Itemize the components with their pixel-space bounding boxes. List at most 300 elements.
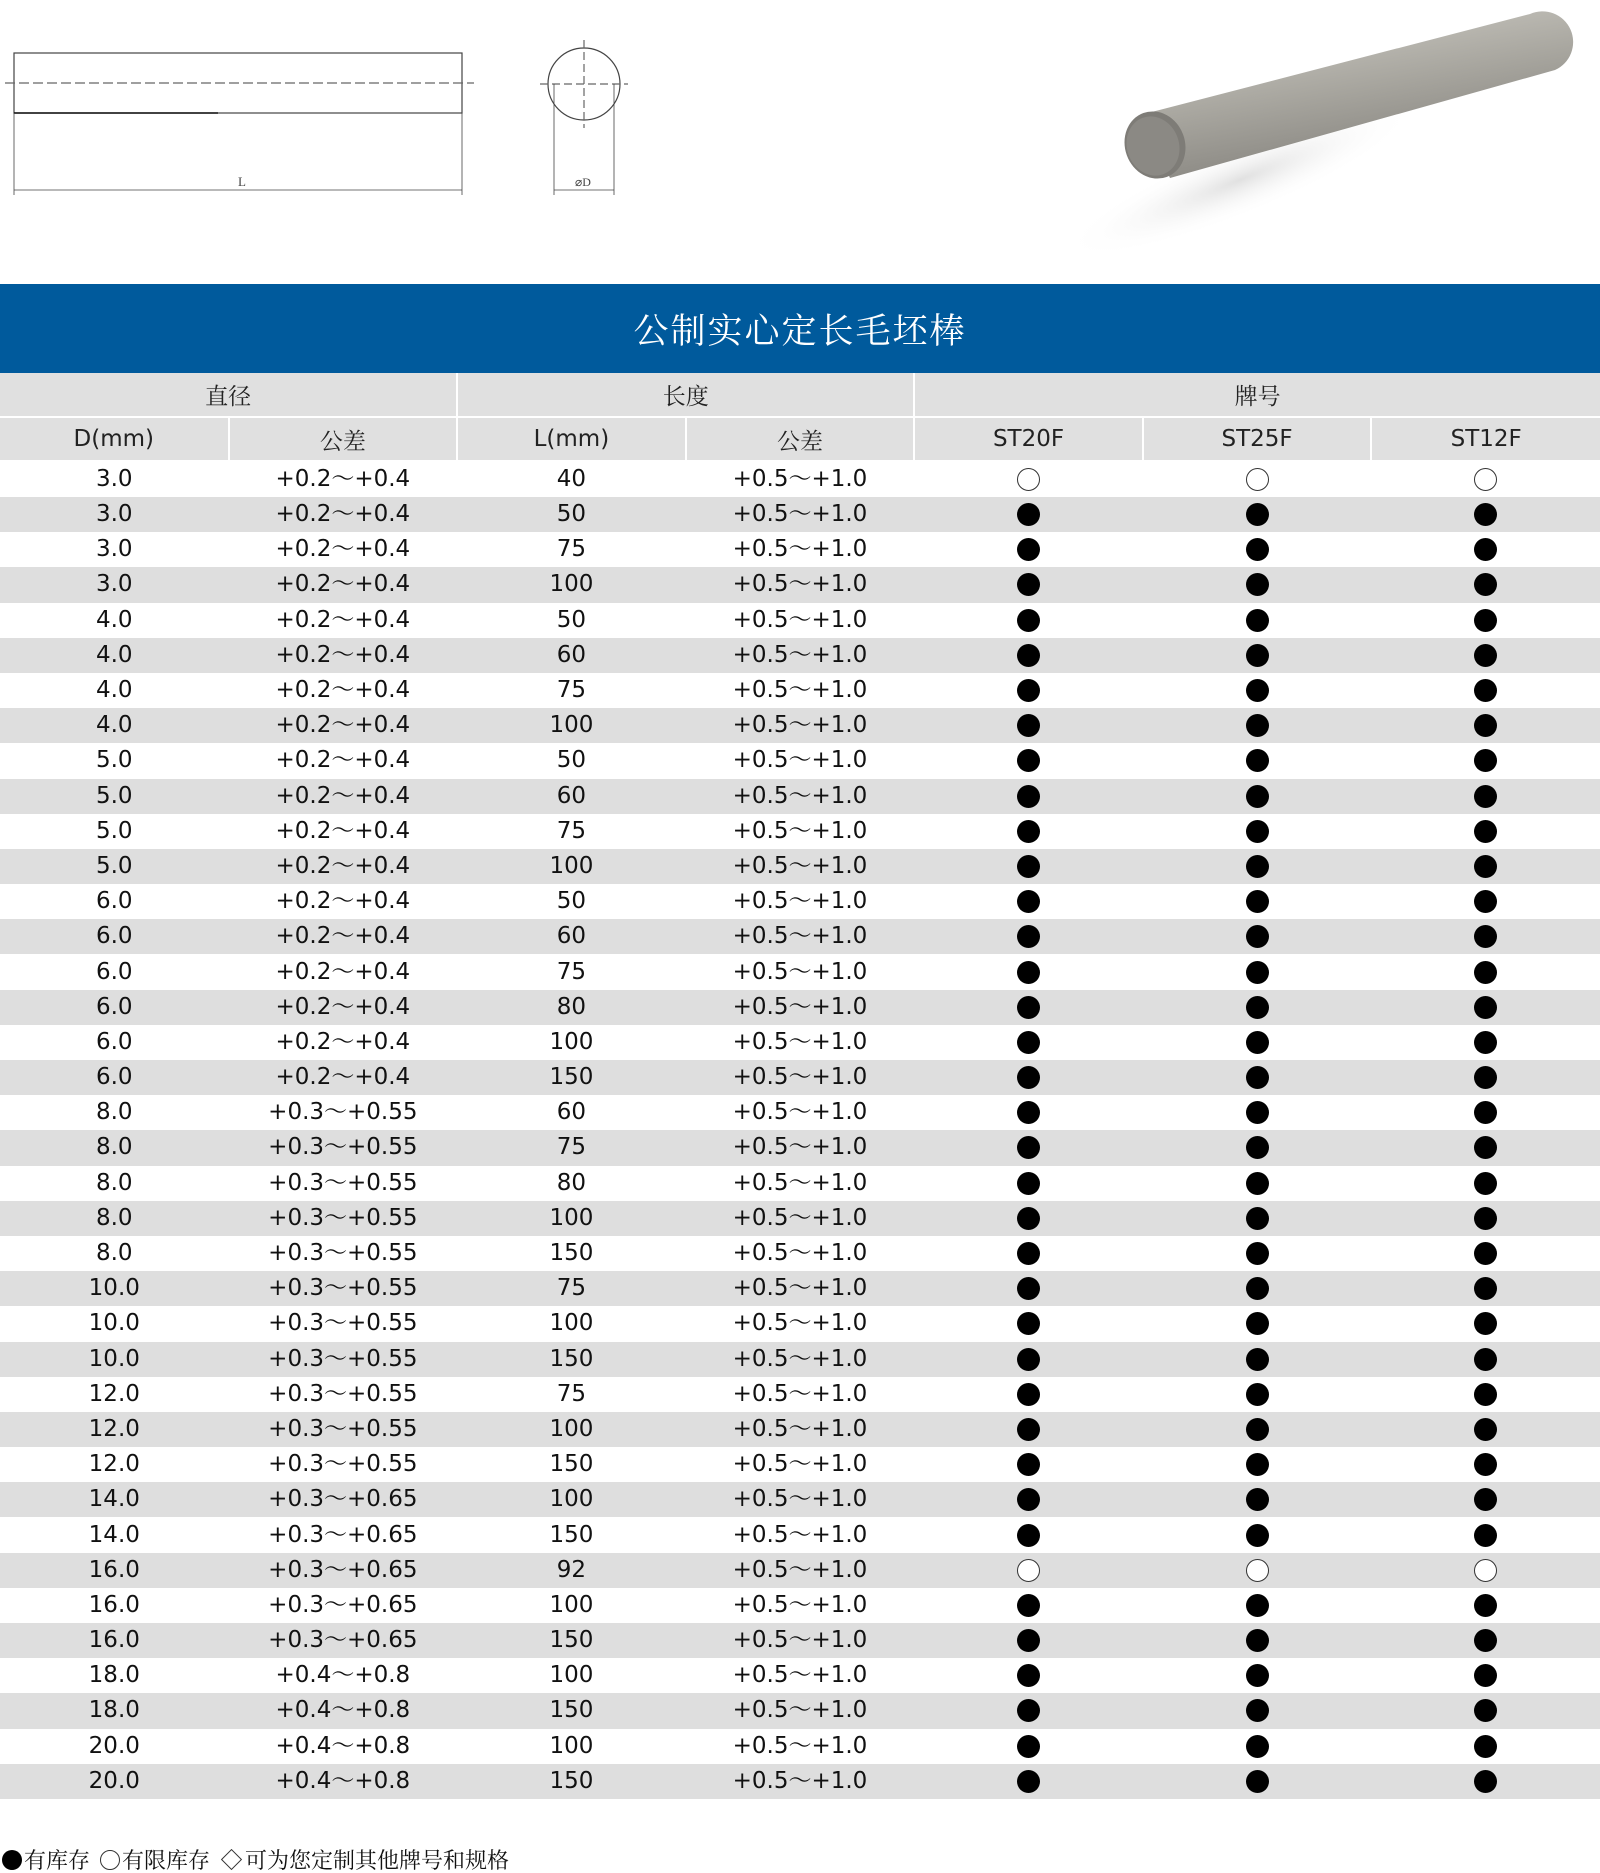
cell-st25f-availability	[1143, 884, 1372, 919]
cell-st20f-availability	[914, 954, 1143, 989]
cell-st20f-availability	[914, 1060, 1143, 1095]
table-row	[0, 1166, 1600, 1201]
cell-length-tolerance: +0.5～+1.0	[686, 673, 915, 708]
legend-custom-label: 可为您定制其他牌号和规格	[245, 1849, 510, 1873]
cell-length: 80	[457, 990, 686, 1025]
cell-st12f-availability	[1371, 1166, 1600, 1201]
cell-diameter: 20.0	[0, 1729, 229, 1764]
cell-st20f-availability	[914, 919, 1143, 954]
cell-st25f-availability	[1143, 990, 1372, 1025]
cell-length-tolerance: +0.5～+1.0	[686, 1623, 915, 1658]
cell-diameter: 12.0	[0, 1447, 229, 1482]
cell-length-tolerance: +0.5～+1.0	[686, 461, 915, 497]
filled-circle-icon	[1017, 714, 1040, 737]
cell-diameter: 10.0	[0, 1306, 229, 1341]
cell-length-tolerance: +0.5～+1.0	[686, 919, 915, 954]
filled-circle-icon	[1017, 785, 1040, 808]
cell-st25f-availability	[1143, 1447, 1372, 1482]
filled-circle-icon	[1017, 1031, 1040, 1054]
cell-st25f-availability	[1143, 1623, 1372, 1658]
filled-circle-icon	[1017, 1488, 1040, 1511]
cell-length-tolerance: +0.5～+1.0	[686, 1482, 915, 1517]
cell-length: 75	[457, 673, 686, 708]
cell-diameter: 10.0	[0, 1271, 229, 1306]
filled-circle-icon	[1017, 538, 1040, 561]
cell-st25f-availability	[1143, 1482, 1372, 1517]
filled-circle-icon	[1474, 1488, 1497, 1511]
filled-circle-icon	[1017, 855, 1040, 878]
filled-circle-icon	[1474, 714, 1497, 737]
cell-length-tolerance: +0.5～+1.0	[686, 1271, 915, 1306]
cell-length: 50	[457, 497, 686, 532]
cell-length-tolerance: +0.5～+1.0	[686, 1658, 915, 1693]
cell-diameter: 6.0	[0, 884, 229, 919]
cell-length: 60	[457, 1095, 686, 1130]
filled-circle-icon	[1017, 1277, 1040, 1300]
cell-diameter-tolerance: +0.3～+0.65	[229, 1588, 458, 1623]
table-rows	[0, 461, 1600, 1799]
cell-diameter: 12.0	[0, 1412, 229, 1447]
table-row	[0, 743, 1600, 778]
cell-length-tolerance: +0.5～+1.0	[686, 779, 915, 814]
filled-circle-icon	[1246, 1172, 1269, 1195]
cell-diameter-tolerance: +0.2～+0.4	[229, 814, 458, 849]
cell-length-tolerance: +0.5～+1.0	[686, 1412, 915, 1447]
cell-st12f-availability	[1371, 814, 1600, 849]
filled-circle-icon	[1474, 996, 1497, 1019]
cell-length: 75	[457, 954, 686, 989]
cell-diameter-tolerance: +0.3～+0.55	[229, 1342, 458, 1377]
cell-st20f-availability	[914, 1412, 1143, 1447]
cell-diameter-tolerance: +0.2～+0.4	[229, 884, 458, 919]
cell-st25f-availability	[1143, 1342, 1372, 1377]
cell-st12f-availability	[1371, 1553, 1600, 1588]
cell-st25f-availability	[1143, 497, 1372, 532]
legend-in-stock	[2, 1844, 90, 1873]
cell-st20f-availability	[914, 1623, 1143, 1658]
cell-st20f-availability	[914, 1025, 1143, 1060]
cell-st20f-availability	[914, 1764, 1143, 1799]
table-row	[0, 1342, 1600, 1377]
cell-st12f-availability	[1371, 638, 1600, 673]
cell-length: 60	[457, 779, 686, 814]
filled-circle-icon	[1017, 1242, 1040, 1265]
cell-diameter-tolerance: +0.2～+0.4	[229, 673, 458, 708]
filled-circle-icon	[1246, 1488, 1269, 1511]
cell-diameter: 8.0	[0, 1095, 229, 1130]
cell-diameter-tolerance: +0.2～+0.4	[229, 532, 458, 567]
cell-length: 100	[457, 708, 686, 743]
cell-st25f-availability	[1143, 1306, 1372, 1341]
filled-circle-icon	[1017, 1101, 1040, 1124]
cell-length: 92	[457, 1553, 686, 1588]
cell-diameter-tolerance: +0.2～+0.4	[229, 708, 458, 743]
cell-st20f-availability	[914, 532, 1143, 567]
filled-circle-icon	[1017, 1664, 1040, 1687]
cell-diameter-tolerance: +0.2～+0.4	[229, 954, 458, 989]
cell-diameter: 6.0	[0, 919, 229, 954]
cell-st25f-availability	[1143, 567, 1372, 602]
cell-length: 80	[457, 1166, 686, 1201]
diameter-label: ⌀D	[575, 175, 591, 189]
filled-circle-icon	[1017, 961, 1040, 984]
filled-circle-icon	[1017, 679, 1040, 702]
filled-circle-icon	[1017, 1524, 1040, 1547]
cell-diameter: 3.0	[0, 461, 229, 497]
table-row	[0, 1588, 1600, 1623]
cell-st20f-availability	[914, 1201, 1143, 1236]
cell-length-tolerance: +0.5～+1.0	[686, 1236, 915, 1271]
cell-st25f-availability	[1143, 1130, 1372, 1165]
cell-st12f-availability	[1371, 1271, 1600, 1306]
table-row	[0, 567, 1600, 602]
cell-st25f-availability	[1143, 1658, 1372, 1693]
cell-st12f-availability	[1371, 1729, 1600, 1764]
table-row	[0, 884, 1600, 919]
length-label: L	[238, 174, 246, 189]
hollow-circle-icon	[1017, 1559, 1040, 1582]
filled-circle-icon	[1474, 855, 1497, 878]
cell-diameter-tolerance: +0.2～+0.4	[229, 567, 458, 602]
table-row	[0, 1095, 1600, 1130]
cell-length: 75	[457, 532, 686, 567]
cell-st25f-availability	[1143, 1377, 1372, 1412]
cell-st20f-availability	[914, 1517, 1143, 1552]
cell-st12f-availability	[1371, 849, 1600, 884]
cell-st25f-availability	[1143, 1060, 1372, 1095]
filled-circle-icon	[1246, 1699, 1269, 1722]
cell-st20f-availability	[914, 567, 1143, 602]
cell-diameter: 16.0	[0, 1588, 229, 1623]
cell-length-tolerance: +0.5～+1.0	[686, 1764, 915, 1799]
cell-st25f-availability	[1143, 1729, 1372, 1764]
cell-length-tolerance: +0.5～+1.0	[686, 954, 915, 989]
cell-st20f-availability	[914, 1130, 1143, 1165]
filled-circle-icon	[1246, 573, 1269, 596]
filled-circle-icon	[1017, 503, 1040, 526]
cell-st20f-availability	[914, 1482, 1143, 1517]
filled-circle-icon	[1474, 1770, 1497, 1793]
cell-st20f-availability	[914, 497, 1143, 532]
cell-st12f-availability	[1371, 1447, 1600, 1482]
cell-st12f-availability	[1371, 919, 1600, 954]
cell-st20f-availability	[914, 849, 1143, 884]
cell-length: 60	[457, 638, 686, 673]
filled-circle-icon	[1474, 1453, 1497, 1476]
column-header-row	[0, 417, 1600, 461]
filled-circle-icon	[1246, 609, 1269, 632]
cell-length-tolerance: +0.5～+1.0	[686, 708, 915, 743]
filled-circle-icon	[1474, 925, 1497, 948]
cell-length: 75	[457, 1271, 686, 1306]
filled-circle-icon	[1017, 1418, 1040, 1441]
table-row	[0, 1412, 1600, 1447]
cell-st20f-availability	[914, 461, 1143, 497]
cell-st12f-availability	[1371, 532, 1600, 567]
filled-circle-icon	[1474, 1101, 1497, 1124]
cell-length-tolerance: +0.5～+1.0	[686, 1306, 915, 1341]
cell-st12f-availability	[1371, 1764, 1600, 1799]
spec-table	[0, 284, 1600, 1799]
filled-circle-icon	[1017, 1172, 1040, 1195]
hollow-circle-icon	[1474, 468, 1497, 491]
cell-diameter: 8.0	[0, 1166, 229, 1201]
cell-length: 100	[457, 849, 686, 884]
cell-diameter-tolerance: +0.4～+0.8	[229, 1729, 458, 1764]
cell-st25f-availability	[1143, 1236, 1372, 1271]
cell-length-tolerance: +0.5～+1.0	[686, 1588, 915, 1623]
table-row	[0, 1553, 1600, 1588]
cell-diameter: 3.0	[0, 532, 229, 567]
table-row	[0, 461, 1600, 497]
cell-st20f-availability	[914, 673, 1143, 708]
filled-circle-icon	[1474, 1066, 1497, 1089]
cell-diameter: 3.0	[0, 567, 229, 602]
filled-circle-icon	[1017, 890, 1040, 913]
filled-circle-icon	[1474, 1348, 1497, 1371]
cell-length: 150	[457, 1447, 686, 1482]
cell-st25f-availability	[1143, 849, 1372, 884]
cell-diameter: 8.0	[0, 1130, 229, 1165]
cell-st20f-availability	[914, 1271, 1143, 1306]
cell-st20f-availability	[914, 638, 1143, 673]
filled-circle-icon	[1246, 1031, 1269, 1054]
filled-circle-icon	[1246, 1629, 1269, 1652]
filled-circle-icon	[1246, 1348, 1269, 1371]
cell-length: 40	[457, 461, 686, 497]
filled-circle-icon	[1246, 925, 1269, 948]
filled-circle-icon	[1474, 573, 1497, 596]
cell-length: 150	[457, 1342, 686, 1377]
cell-diameter: 20.0	[0, 1764, 229, 1799]
table-row	[0, 954, 1600, 989]
cell-st20f-availability	[914, 1095, 1143, 1130]
cell-diameter: 5.0	[0, 814, 229, 849]
header-length-group: 长度	[457, 373, 914, 417]
hollow-diamond-icon	[221, 1849, 242, 1870]
cell-length-tolerance: +0.5～+1.0	[686, 532, 915, 567]
table-title: 公制实心定长毛坯棒	[0, 284, 1600, 373]
cell-diameter-tolerance: +0.2～+0.4	[229, 603, 458, 638]
cell-length-tolerance: +0.5～+1.0	[686, 1693, 915, 1728]
cell-st12f-availability	[1371, 1025, 1600, 1060]
table-row	[0, 1236, 1600, 1271]
filled-circle-icon	[1017, 1770, 1040, 1793]
cell-st12f-availability	[1371, 1517, 1600, 1552]
cell-length-tolerance: +0.5～+1.0	[686, 1517, 915, 1552]
filled-circle-icon	[1246, 1594, 1269, 1617]
cell-diameter-tolerance: +0.3～+0.55	[229, 1377, 458, 1412]
cell-diameter: 5.0	[0, 743, 229, 778]
cell-diameter: 8.0	[0, 1201, 229, 1236]
filled-circle-icon	[1017, 1066, 1040, 1089]
cell-st20f-availability	[914, 708, 1143, 743]
cell-st12f-availability	[1371, 673, 1600, 708]
table-row	[0, 1271, 1600, 1306]
cell-diameter-tolerance: +0.3～+0.55	[229, 1201, 458, 1236]
table-row	[0, 1025, 1600, 1060]
cell-length-tolerance: +0.5～+1.0	[686, 1025, 915, 1060]
cell-st12f-availability	[1371, 1623, 1600, 1658]
cell-st20f-availability	[914, 1693, 1143, 1728]
filled-circle-icon	[1474, 1594, 1497, 1617]
cell-length-tolerance: +0.5～+1.0	[686, 849, 915, 884]
cell-length: 100	[457, 1588, 686, 1623]
cell-st20f-availability	[914, 1553, 1143, 1588]
cell-st25f-availability	[1143, 638, 1372, 673]
cell-st25f-availability	[1143, 1166, 1372, 1201]
cell-diameter: 18.0	[0, 1658, 229, 1693]
cell-diameter: 4.0	[0, 708, 229, 743]
cell-length: 100	[457, 1482, 686, 1517]
cell-st25f-availability	[1143, 779, 1372, 814]
cell-diameter: 5.0	[0, 849, 229, 884]
cell-st25f-availability	[1143, 1764, 1372, 1799]
filled-circle-icon	[1246, 785, 1269, 808]
cell-st25f-availability	[1143, 673, 1372, 708]
cell-diameter-tolerance: +0.2～+0.4	[229, 461, 458, 497]
table-row	[0, 1658, 1600, 1693]
filled-circle-icon	[1474, 1172, 1497, 1195]
cell-diameter-tolerance: +0.3～+0.55	[229, 1306, 458, 1341]
cell-diameter-tolerance: +0.2～+0.4	[229, 497, 458, 532]
filled-circle-icon	[1017, 996, 1040, 1019]
legend	[2, 1844, 519, 1873]
table-row	[0, 1623, 1600, 1658]
filled-circle-icon	[1246, 1418, 1269, 1441]
filled-circle-icon	[1246, 1524, 1269, 1547]
cell-diameter-tolerance: +0.2～+0.4	[229, 1025, 458, 1060]
filled-circle-icon	[1246, 503, 1269, 526]
cell-diameter-tolerance: +0.2～+0.4	[229, 919, 458, 954]
table-title-row	[0, 284, 1600, 373]
cell-st12f-availability	[1371, 1130, 1600, 1165]
cell-st25f-availability	[1143, 708, 1372, 743]
table-row	[0, 1306, 1600, 1341]
cell-st20f-availability	[914, 884, 1143, 919]
cell-st12f-availability	[1371, 1412, 1600, 1447]
table-row	[0, 1377, 1600, 1412]
cell-diameter: 10.0	[0, 1342, 229, 1377]
filled-circle-icon	[1246, 679, 1269, 702]
filled-circle-icon	[1474, 503, 1497, 526]
cell-length: 150	[457, 1517, 686, 1552]
table-row	[0, 1130, 1600, 1165]
filled-circle-icon	[1474, 609, 1497, 632]
filled-circle-icon	[1246, 855, 1269, 878]
filled-circle-icon	[1474, 820, 1497, 843]
cell-diameter: 4.0	[0, 638, 229, 673]
cell-diameter-tolerance: +0.2～+0.4	[229, 1060, 458, 1095]
cell-st12f-availability	[1371, 567, 1600, 602]
cell-diameter-tolerance: +0.3～+0.55	[229, 1095, 458, 1130]
filled-circle-icon	[1017, 1453, 1040, 1476]
cell-st20f-availability	[914, 779, 1143, 814]
cell-length-tolerance: +0.5～+1.0	[686, 814, 915, 849]
cell-length: 100	[457, 1306, 686, 1341]
filled-circle-icon	[1246, 1207, 1269, 1230]
cell-length: 150	[457, 1623, 686, 1658]
cell-st25f-availability	[1143, 1553, 1372, 1588]
cell-length: 150	[457, 1236, 686, 1271]
cell-st25f-availability	[1143, 1517, 1372, 1552]
cell-st12f-availability	[1371, 1095, 1600, 1130]
cell-st12f-availability	[1371, 497, 1600, 532]
filled-circle-icon	[1474, 1699, 1497, 1722]
cell-length: 100	[457, 1412, 686, 1447]
cell-length-tolerance: +0.5～+1.0	[686, 638, 915, 673]
cell-st20f-availability	[914, 1658, 1143, 1693]
filled-circle-icon	[1474, 1242, 1497, 1265]
filled-circle-icon	[1246, 1066, 1269, 1089]
table-row	[0, 1693, 1600, 1728]
cell-length-tolerance: +0.5～+1.0	[686, 603, 915, 638]
table-row	[0, 1201, 1600, 1236]
cell-st25f-availability	[1143, 1693, 1372, 1728]
header-l-mm: L(mm)	[457, 417, 686, 461]
rod-product-image	[1030, 0, 1600, 250]
filled-circle-icon	[1474, 1629, 1497, 1652]
cell-diameter: 6.0	[0, 1025, 229, 1060]
cell-diameter: 5.0	[0, 779, 229, 814]
filled-circle-icon	[1246, 1735, 1269, 1758]
filled-circle-icon	[1017, 1348, 1040, 1371]
cell-st25f-availability	[1143, 1271, 1372, 1306]
cell-st20f-availability	[914, 1166, 1143, 1201]
cell-diameter-tolerance: +0.2～+0.4	[229, 849, 458, 884]
cell-diameter: 16.0	[0, 1623, 229, 1658]
cell-st12f-availability	[1371, 1693, 1600, 1728]
cell-st12f-availability	[1371, 1236, 1600, 1271]
cell-length-tolerance: +0.5～+1.0	[686, 884, 915, 919]
cell-st12f-availability	[1371, 954, 1600, 989]
filled-circle-icon	[1017, 1594, 1040, 1617]
cell-length: 60	[457, 919, 686, 954]
filled-circle-icon	[1474, 644, 1497, 667]
table-row	[0, 779, 1600, 814]
filled-circle-icon	[1246, 538, 1269, 561]
cell-diameter: 16.0	[0, 1553, 229, 1588]
filled-circle-icon	[1474, 890, 1497, 913]
filled-circle-icon	[1017, 1312, 1040, 1335]
cell-diameter: 18.0	[0, 1693, 229, 1728]
cell-st12f-availability	[1371, 708, 1600, 743]
cell-st12f-availability	[1371, 1588, 1600, 1623]
cell-diameter-tolerance: +0.3～+0.55	[229, 1166, 458, 1201]
cell-diameter-tolerance: +0.3～+0.65	[229, 1482, 458, 1517]
cell-st25f-availability	[1143, 461, 1372, 497]
cell-diameter: 6.0	[0, 954, 229, 989]
filled-circle-icon	[1246, 820, 1269, 843]
header-grade-st20f: ST20F	[914, 417, 1143, 461]
filled-circle-icon	[1474, 749, 1497, 772]
cell-length-tolerance: +0.5～+1.0	[686, 1553, 915, 1588]
cell-length: 50	[457, 884, 686, 919]
filled-circle-icon	[1017, 1136, 1040, 1159]
cell-st12f-availability	[1371, 1306, 1600, 1341]
filled-circle-icon	[1474, 1277, 1497, 1300]
table-row	[0, 638, 1600, 673]
hollow-circle-icon	[1017, 468, 1040, 491]
cell-st12f-availability	[1371, 990, 1600, 1025]
table-row	[0, 1729, 1600, 1764]
cell-length-tolerance: +0.5～+1.0	[686, 1060, 915, 1095]
cell-diameter-tolerance: +0.3～+0.65	[229, 1623, 458, 1658]
filled-circle-icon	[1017, 1699, 1040, 1722]
filled-circle-icon	[1246, 961, 1269, 984]
filled-circle-icon	[1017, 1735, 1040, 1758]
filled-circle-icon	[1246, 1242, 1269, 1265]
